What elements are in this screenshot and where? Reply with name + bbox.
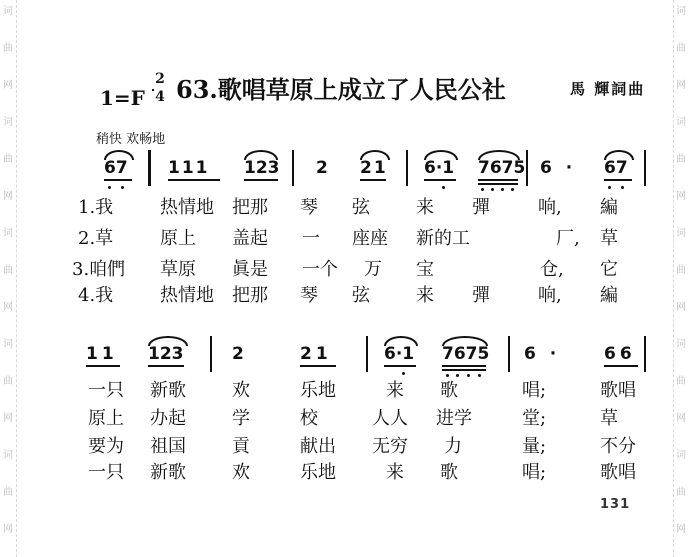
- barline: [644, 150, 646, 186]
- note-group: 6·1: [424, 158, 455, 178]
- note-group: 2: [232, 344, 244, 364]
- lyric-word: 歌: [440, 380, 458, 401]
- watermark-char: 曲: [676, 154, 686, 165]
- lyric-word: 办起: [150, 408, 186, 429]
- watermark-char: 网: [3, 524, 13, 535]
- lyric-word: 編: [600, 197, 618, 218]
- lyric-word: 唱;: [522, 380, 547, 401]
- note-group: 2: [316, 158, 328, 178]
- lyric-word: 2.草: [78, 228, 114, 249]
- watermark-char: 词: [676, 339, 686, 350]
- octave-dot: [402, 372, 405, 375]
- lyric-word: 座座: [352, 228, 388, 249]
- watermark-char: 曲: [676, 43, 686, 54]
- lyric-word: 量;: [522, 436, 547, 457]
- lyric-word: 乐地: [300, 380, 336, 401]
- watermark-char: 网: [3, 191, 13, 202]
- watermark-char: 词: [3, 450, 13, 461]
- lyric-word: 欢: [232, 380, 250, 401]
- lyric-word: 彈: [472, 197, 490, 218]
- lyric-word: 草: [600, 228, 618, 249]
- watermark-char: 词: [676, 117, 686, 128]
- watermark-char: 网: [676, 302, 686, 313]
- lyric-word: 弦: [352, 197, 370, 218]
- watermark-char: 曲: [3, 265, 13, 276]
- watermark-char: 曲: [676, 487, 686, 498]
- watermark-char: 词: [676, 228, 686, 239]
- lyric-word: 乐地: [300, 462, 336, 483]
- barline: [292, 150, 294, 186]
- lyric-word: 力: [444, 436, 462, 457]
- lyric-word: 进学: [436, 408, 472, 429]
- lyric-word: 歌唱: [600, 462, 636, 483]
- barline: [148, 150, 151, 186]
- lyric-word: 响,: [538, 197, 562, 218]
- octave-dot: [442, 186, 445, 189]
- octave-dot: [511, 188, 514, 191]
- beam: [478, 179, 518, 181]
- lyric-word: 1.我: [78, 197, 114, 218]
- beam: [148, 365, 184, 367]
- beam: [604, 179, 632, 181]
- lyric-word: 唱;: [522, 462, 547, 483]
- lyric-word: 把那: [232, 285, 268, 306]
- octave-dot: [108, 186, 111, 189]
- lyric-word: 献出: [300, 436, 336, 457]
- watermark-char: 词: [3, 228, 13, 239]
- lyric-word: 热情地: [160, 285, 214, 306]
- watermark-char: 曲: [3, 154, 13, 165]
- song-header: [100, 66, 660, 110]
- beam: [424, 179, 456, 181]
- song-title: 63.歌唱草原上成立了人民公社: [176, 75, 506, 104]
- watermark-char: 词: [3, 117, 13, 128]
- lyric-word: 它: [600, 259, 618, 280]
- note-group: 7675: [442, 344, 490, 364]
- lyric-word: 来: [386, 462, 404, 483]
- lyric-word: 歌唱: [600, 380, 636, 401]
- lyric-word: 一: [302, 228, 320, 249]
- barline: [406, 150, 408, 186]
- lyric-word: 人人: [372, 408, 408, 429]
- lyric-word: 一只: [88, 462, 124, 483]
- beam: [86, 365, 120, 367]
- barline: [644, 336, 646, 372]
- watermark-char: 曲: [3, 487, 13, 498]
- lyric-word: 弦: [352, 285, 370, 306]
- time-signature-bottom: 4: [155, 89, 165, 105]
- lyric-word: 来: [416, 285, 434, 306]
- beam: [168, 179, 220, 181]
- note-group: 21: [360, 158, 388, 178]
- time-signature: [152, 70, 168, 106]
- lyric-word: 貢: [232, 436, 250, 457]
- beam: [442, 365, 486, 367]
- note-group: 123: [148, 344, 184, 364]
- lyric-word: 热情地: [160, 197, 214, 218]
- watermark-char: 网: [676, 80, 686, 91]
- lyric-word: 万: [364, 259, 382, 280]
- octave-dot: [478, 374, 481, 377]
- beam: [604, 365, 638, 367]
- lyric-word: 草: [600, 408, 618, 429]
- watermark-char: 曲: [676, 376, 686, 387]
- beam: [104, 179, 132, 181]
- note-group: 67: [104, 158, 128, 178]
- note-group: 21: [300, 344, 332, 364]
- beam: [384, 365, 416, 367]
- note-group: 67: [604, 158, 628, 178]
- note-group: 6·1: [384, 344, 415, 364]
- watermark-char: 词: [3, 339, 13, 350]
- key-signature: 1=F: [100, 86, 145, 110]
- watermark-char: 词: [676, 6, 686, 17]
- lyric-word: 4.我: [78, 285, 114, 306]
- time-signature-bar: [152, 89, 154, 91]
- lyric-word: 草原: [160, 259, 196, 280]
- lyric-word: 不分: [600, 436, 636, 457]
- watermark-char: 网: [3, 302, 13, 313]
- octave-dot: [481, 188, 484, 191]
- lyric-word: 一只: [88, 380, 124, 401]
- octave-dot: [467, 374, 470, 377]
- beam: [360, 179, 386, 181]
- watermark-char: 网: [3, 80, 13, 91]
- lyric-word: 編: [600, 285, 618, 306]
- lyric-word: 祖国: [150, 436, 186, 457]
- page-number: 131: [600, 497, 631, 512]
- lyric-word: 欢: [232, 462, 250, 483]
- lyric-word: 要为: [88, 436, 124, 457]
- lyric-word: 响,: [538, 285, 562, 306]
- octave-dot: [491, 188, 494, 191]
- watermark-char: 词: [3, 6, 13, 17]
- octave-dot: [501, 188, 504, 191]
- lyric-word: 眞是: [232, 259, 268, 280]
- composer-credit: 馬 輝詞曲: [570, 80, 646, 98]
- lyric-word: 3.咱們: [72, 259, 126, 280]
- octave-dot: [121, 186, 124, 189]
- watermark-char: 网: [3, 413, 13, 424]
- watermark-char: 曲: [676, 265, 686, 276]
- beam: [300, 365, 336, 367]
- tempo-marking: 稍快 欢畅地: [96, 132, 166, 147]
- lyric-word: 校: [300, 408, 318, 429]
- beam: [442, 369, 486, 371]
- watermark-char: 曲: [3, 43, 13, 54]
- lyric-word: 原上: [160, 228, 196, 249]
- barline: [210, 336, 212, 372]
- lyric-word: 堂;: [522, 408, 547, 429]
- note-group: 7675: [478, 158, 526, 178]
- beam: [478, 183, 518, 185]
- octave-dot: [621, 186, 624, 189]
- lyric-word: 把那: [232, 197, 268, 218]
- lyric-word: 来: [386, 380, 404, 401]
- lyric-word: 仓,: [540, 259, 564, 280]
- note-group: 66: [604, 344, 636, 364]
- lyric-word: 新的工: [416, 228, 470, 249]
- lyric-word: 宝: [416, 259, 434, 280]
- lyric-word: 原上: [88, 408, 124, 429]
- lyric-word: 学: [232, 408, 250, 429]
- lyric-word: 无穷: [372, 436, 408, 457]
- lyric-word: 来: [416, 197, 434, 218]
- note-group: 6 ·: [524, 344, 561, 364]
- lyric-word: 彈: [472, 285, 490, 306]
- barline: [526, 150, 528, 186]
- lyric-word: 盖起: [232, 228, 268, 249]
- lyric-word: 厂,: [556, 228, 580, 249]
- watermark-char: 网: [676, 413, 686, 424]
- lyric-word: 琴: [300, 197, 318, 218]
- time-signature-top: 2: [155, 71, 165, 87]
- note-group: 111: [168, 158, 210, 178]
- watermark-char: 词: [676, 450, 686, 461]
- lyric-word: 琴: [300, 285, 318, 306]
- octave-dot: [608, 186, 611, 189]
- beam: [244, 179, 278, 181]
- watermark-char: 曲: [3, 376, 13, 387]
- lyric-word: 新歌: [150, 380, 186, 401]
- note-group: 123: [244, 158, 280, 178]
- barline: [508, 336, 510, 372]
- watermark-char: 网: [676, 524, 686, 535]
- note-group: 6 ·: [540, 158, 577, 178]
- barline: [366, 336, 368, 372]
- lyric-word: 一个: [302, 259, 338, 280]
- watermark-char: 网: [676, 191, 686, 202]
- note-group: 11: [86, 344, 118, 364]
- lyric-word: 歌: [440, 462, 458, 483]
- lyric-word: 新歌: [150, 462, 186, 483]
